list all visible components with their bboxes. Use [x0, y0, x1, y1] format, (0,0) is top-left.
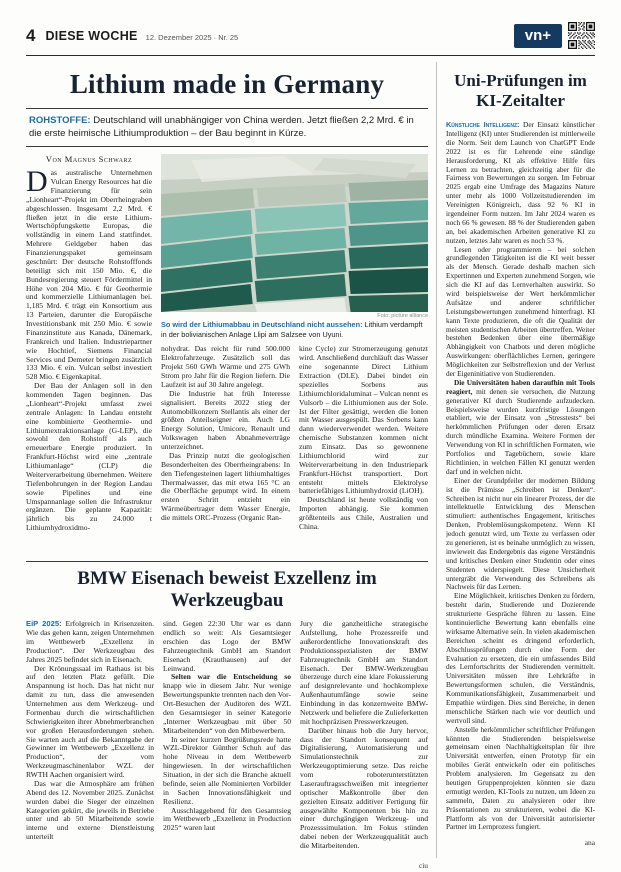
sidebar-article [436, 62, 595, 858]
paragraph: nohydrat. Das reicht für rund 500.000 Elektrofahrzeuge. Zusätzlich soll das Projekt 560 GWh Wärme und 275 GWh Strom pro Jahr für die Region liefern. Die Laufzeit ist auf 30 Jahre angelegt. [161, 345, 290, 389]
main-column-3 [299, 345, 428, 552]
subhead-kicker: ROHSTOFFE: [29, 115, 91, 126]
paragraph: Deutschland ist heute vollständig von Importen abhängig. Sie kommen größtenteils aus Chile, Australien und China. [299, 495, 428, 531]
qr-code-icon [568, 22, 595, 49]
main-column-2 [161, 345, 290, 552]
main-column-1 [26, 154, 152, 552]
paragraph: Die Industrie hat früh Interesse signalisiert. Bereits 2022 stieg der Automobilkonzern Stellantis als einer der größten Anteilseigner ein. Auch LG Energy Solution, Umicore, Renault und Volkswagen haben Abnahmeverträge unterzeichnet. [161, 388, 290, 452]
paragraph [163, 673, 291, 735]
byline: Von Magnus Schwarz [45, 154, 133, 165]
subhead-text: Deutschland will unabhängiger von China werden. Jetzt fließen 2,2 Mrd. € in die erste heimische Lithiumproduktion – der Bau beginnt in Kürze. [29, 115, 414, 140]
paragraph [26, 620, 154, 664]
brand-logo: vn+ [514, 24, 562, 48]
main-article-body [26, 154, 428, 552]
main-section [26, 62, 428, 871]
sidebar-kicker: Künstliche Intelligenz: [446, 121, 520, 130]
photo-credit: Foto: picture alliance [377, 313, 428, 320]
paragraph: Jury die ganzheitliche strategische Aufstellung, hohe Prozessreife und außerordentliche Innovationskraft des Produktionsspezialisten der BMW Fahrzeugtechnik GmbH am Standort Eisenach. Der BMW-Werkzeugbau überzeuge durch eine klare Fokussierung auf designrelevante und hochkomplexe Außenhautumfänge sowie seine Einbindung in das konzernweite BMW-Netzwerk und beliefere die Zulieferketten mit hochpräzisen Presswerkzeugen. [300, 620, 428, 726]
bmw-decision-lead: Selten war die Entscheidung so [171, 672, 291, 682]
paragraph: sind. Gegen 22:30 Uhr war es dann endlich so weit: Als Gesamtsieger erschien das Logo der BMW Fahrzeugtechnik GmbH am Standort Eisenach (Krauthausen) auf der Leinwand. [163, 620, 291, 673]
paragraph: Darüber hinaus hob die Jury hervor, dass der Standort konsequent auf Digitalisierung, Automatisierung und Simulationstechnik zur Werkzeugoptimierung setze. Das reiche vom roboterunterstützten Laserauftragsschweißen mit integrierter optischer Maßkontrolle über den gezielten Einsatz additiver Fertigung für ausgewählte Komponenten bis hin zu einer durchgängigen Werkzeug- und Prozesssimulation. Im Fokus stünden dabei neben der Werkzeugqualität auch die Mitarbeitenden. [300, 725, 428, 851]
section-title: DIESE WOCHE [45, 28, 138, 43]
lithium-ponds-photo [161, 154, 428, 312]
paragraph: Einer der Grundpfeiler der modernen Bildung ist die Prämisse „Schreiben ist Denken“. Schreiben ist nicht nur ein linearer Prozess, der die intellektuelle Entwicklung des Menschen stimuliert: authentisches Engagement, kritisches Denken, Problemlösungskompetenz. Wenn KI jedoch genutzt wird, um Texte zu verfassen oder zu generieren, ist es beinahe unmöglich zu wissen, inwieweit das Endergebnis das eigene Verständnis und kritisches Denken einer Studentin oder eines Studenten widerspiegelt. Diese Unsicherheit untergräbt die Verwendung des Schreibens als Nachweis für das Lernen. [446, 475, 595, 592]
paragraph: Eine Möglichkeit, kritisches Denken zu fördern, besteht darin, Studierende und Dozierende strukturierte Gespräche führen zu lassen. Eine kontinuierliche Bewertung kann ebenfalls eine wirksame Alternative sein. In vielen akademischen Bereichen scheint es dringend erforderlich, Abschlussprüfungen durch eine Form der Evaluation zu ersetzen, die ein umfassendes Bild des Lernfortschritts der Studierenden vermittelt. Universitäten müssen ihre Lehrkräfte in Bewertungsformen schulen, die Verständnis, Kommunikationsfähigkeit, Zusammenarbeit und Empathie würdigen. Dies sind Bereiche, in denen menschliche Stärken nach wie vor deutlich und wertvoll sind. [446, 591, 595, 725]
paragraph: Das australische Unternehmen Vulcan Energy Resources hat die Finanzierung für sein „Lionheart“-Projekt im Oberrheingraben abgeschlossen. Insgesamt 2,2 Mrd. € fließen jetzt in die erste Lithium-Wertschöpfungskette Europas, die vollständig in einem Land stattfindet. Mehrere Geldgeber haben das Finanzierungspaket gemeinsam geschnürt: Der deutsche Rohstofffonds beteiligt sich mit 150 Mio. €, die Bundesregierung steuert Fördermittel in Höhe von 204 Mio. € für Geothermie und kommerzielle Lithiumanlagen bei. 1,185 Mrd. € trägt ein Konsortium aus 13 Parteien, darunter die Europäische Investitionsbank mit 250 Mio. € sowie Finanzinstitute aus Kanada, Dänemark, Frankreich und Italien. Industriepartner wie Hochtief, Siemens Financial Services und Demeter bringen zusätzlich 133 Mio. € ein. Vulcan selbst investiert 528 Mio. € Eigenkapital. [26, 165, 152, 382]
caption-text: Lithium verdampft in der bolivianischen Anlage Llipi am Salzsee von Uyuni. [161, 320, 423, 339]
paragraph: Das war die Atmosphäre am frühen Abend des 12. November 2025. Zunächst wurden dabei die Sieger der einzelnen Kategorien gekürt, die jeweils in Betriebe unter und ab 50 Mitarbeitende sowie interne und externe Dienstleistung unterteilt [26, 778, 154, 842]
bmw-kicker: EiP 2025: [26, 620, 62, 629]
main-columns-2-3 [161, 154, 428, 552]
photo-caption [161, 320, 428, 339]
main-lower-columns [161, 345, 428, 552]
sidebar-author-initials: ana [577, 838, 595, 847]
paragraph: Der Krönungssaal im Rathaus ist bis auf den letzten Platz gefüllt. Die Anspannung ist hoch. Das hat nicht nur damit zu tun, dass die anwesenden Unternehmen aus dem Werkzeug- und Formenbau durch die wirtschaftlichen Schwierigkeiten ihrer Abnehmerbranchen vor großen Herausforderungen stehen. Sie warten auch auf die Bekanntgabe der Gewinner im Wettbewerb „Exzellenz in Production“, der vom Werkzeugmaschinenlabor WZL der RWTH Aachen organisiert wird. [26, 663, 154, 780]
sidebar-tools-lead: Die Universitäten haben daraufhin mit Tools reagiert, [446, 377, 595, 396]
main-subhead [26, 108, 428, 147]
sidebar-intro-text: Der Einsatz künstlicher Intelligenz (KI) unter Studierenden ist mittlerweile die Norm. Seit dem Launch von ChatGPT Ende 2022 ist es für Lehrende eine ständige Herausforderung, KI als effektive Hilfe fürs Lernen zu betrachten, gleichzeitig aber für die Fairness von Bewertungen zu sorgen. Im Februar 2025 ergab eine Umfrage des Magazins Nature unter mehr als 1000 Vollzeitstudierenden im Vereinigten Königreich, dass 92 % KI in irgendeiner Form nutzen. Im Jahr 2024 waren es noch 66 % gewesen. 88 % der Studierenden gaben an, bei akademischen Arbeiten generative KI zu nutzen, letztes Jahr waren es noch 53 %. [446, 121, 595, 245]
page-number: 4 [26, 25, 36, 45]
bmw-column-3 [300, 620, 428, 870]
issue-date: 12. Dezember 2025 · Nr. 25 [145, 32, 239, 42]
page-header [26, 22, 595, 56]
paragraph: Ausschlaggebend für den Gesamtsieg im Wettbewerb „Exzellenz in Production 2025“ waren laut [163, 805, 291, 833]
page-content [26, 62, 595, 871]
bmw-article-body [26, 620, 428, 870]
paragraph: Lesen oder programmieren – bei solchen grundlegenden Tätigkeiten ist die KI weit besser als der Mensch. Gerade deshalb machen sich Expertinnen und Experten zunehmend Sorgen, wie sich die KI auf das Lernverhalten auswirkt. So wird beispielsweise der Wert herkömmlicher Aufsätze und anderer schriftlicher Leistungsbewertungen zunehmend hinterfragt. KI kann Texte produzieren, die oft die Qualität der meisten studentischen Arbeiten übertreffen. Weiter bestehen Bedenken über eine übermäßige Abhängigkeit von Chatbots und deren mögliche Auswirkungen: oberflächliches Lernen, geringere Möglichkeiten zur Selbstreflexion und der Verlust der Eigeninitiative von Studierenden. [446, 244, 595, 379]
bmw-author-initials: ciu [411, 861, 428, 870]
bmw-article [26, 561, 428, 870]
paragraph [446, 121, 595, 245]
paragraph: Das Prinzip nutzt die geologischen Besonderheiten des Oberrheingrabens: In den Tiefengesteinen lagert lithiumhaltiges Thermalwasser, das mit etwa 165 °C an die Oberfläche gepumpt wird. In einem ersten Schritt entzieht ein Wärmeübertrager dem Wasser Energie, die mittels ORC-Prozess (Organic Ran- [161, 450, 290, 523]
paragraph: In seiner kurzen Begrüßungsrede hatte WZL-Direktor Günther Schuh auf das hohe Niveau in dem Wettbewerb hingewiesen. In der wirtschaftlichen Situation, in der sich die Branche aktuell befinde, seien alle Nominierten Vorbilder in Sachen Innovationsfähigkeit und Resilienz. [163, 734, 291, 806]
sidebar-tools-text: mit denen sie versuchen, die Nutzung generativer KI durch Studierende aufzudecken. Beispielsweise wurden kurzfristige Lösungen etabliert, wie der Einsatz von „Stresstests“ bei herkömmlichen Prüfungen oder deren Ersatz durch mündliche Examina. Weitere Formen der Verwendung von KI in schriftlichen Formaten, wie Portfolios und Tagebüchern, sowie klare Richtlinien, in welchen Fällen KI genutzt werden darf und in welchen nicht. [446, 386, 595, 476]
bmw-column-2 [163, 620, 291, 870]
bmw-column-1 [26, 620, 154, 870]
bmw-lead-text: Erfolgreich in Krisenzeiten. Wie das gehen kann, zeigen Unternehmen im Wettbewerb „Exzellenz in Production“. Der Werkzeugbau des Jahres 2025 befindet sich in Eisenach. [26, 620, 154, 664]
caption-lead: So wird der Lithiumabbau in Deutschland nicht aussehen: [161, 320, 363, 330]
main-headline: Lithium made in Germany [69, 69, 385, 99]
bmw-headline: BMW Eisenach beweist Exzellenz im Werkzeugbau [77, 568, 377, 612]
paragraph [446, 379, 595, 477]
paragraph: Der Bau der Anlagen soll in den kommenden Tagen beginnen. Das „Lionheart“-Projekt umfasst zwei zentrale Anlagen: In Landau entsteht eine kombinierte Geothermie- und Lithiumextraktionsanlage (G-LEP), die sowohl den Rohstoff als auch erneuerbare Energie produziert. In Frankfurt-Höchst wird eine „zentrale Lithiumanlage“ (CLP) die Weiterverarbeitung übernehmen. Weitere Tiefenbohrungen in der Region Landau sowie Pipelines und eine Umspannanlage sollen die Infrastruktur ergänzen. Die geplante Kapazität: jährlich bis zu 24.000 t Lithiumhydroxidmo- [26, 381, 152, 533]
paragraph: kine Cycle) zur Stromerzeugung genutzt wird. Anschließend durchläuft das Wasser eine sogenannte Direct Lithium Extraction (DLE). Dabei bindet ein spezielles Sorbens aus Lithiumchloridaluminat – Vulcan nennt es Vulsorb – die Lithiumionen aus der Sole. Ist der Filter gesättigt, werden die Ionen mit Wasser ausgespült. Das Sorbens kann dann wiederverwendet werden. Weitere chemische Substanzen kommen nicht zum Einsatz. Das so gewonnene Lithiumchlorid wird zur Weiterverarbeitung in den Industriepark Frankfurt-Höchst transportiert. Dort entsteht mittels Elektrolyse batteriefähiges Lithiumhydroxid (LiOH). [299, 345, 428, 496]
bmw-decision-text: knapp wie in diesem Jahr. Nur wenige Bewertungspunkte trennten nach den Vor-Ort-Besuchen der Auditoren des WZL den Gesamtsieger in seiner Kategorie „Interner Werkzeugbau mit über 50 Mitarbeitenden“ von den Mitbewerbern. [163, 681, 291, 735]
sidebar-body [446, 121, 595, 847]
paragraph: Anstelle herkömmlicher schriftlicher Prüfungen könnten die Studierenden beispielsweise gemeinsam einen Nachhaltigkeitsplan für ihre Universität entwerfen, einen Prototyp für ein mobiles Gerät entwickeln oder ein politisches Problem analysieren. Im Gegensatz zu den heutigen Gruppenprojekten könnten sie dazu ermutigt werden, KI-Tools zu nutzen, um Ideen zu sammeln, Daten zu analysieren oder ihre Präsentationen zu strukturieren, wobei die KI-Plattform als von der Universität autorisierter Partner im Lernprozess fungiert. [446, 724, 595, 832]
sidebar-headline: Uni-Prüfungen im KI-Zeitalter [454, 71, 587, 111]
